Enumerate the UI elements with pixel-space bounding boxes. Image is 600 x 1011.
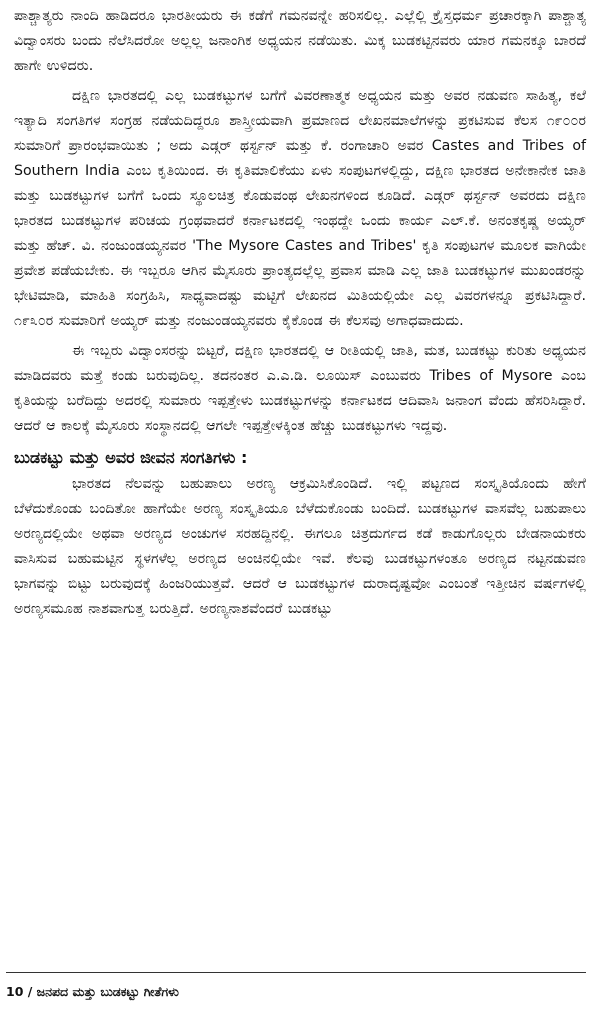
page-footer: 10 / ಜನಪದ ಮತ್ತು ಬುಡಕಟ್ಟು ಗೀತೆಗಳು (6, 984, 179, 999)
paragraph-south-india-studies: ದಕ್ಷಿಣ ಭಾರತದಲ್ಲಿ ಎಲ್ಲ ಬುಡಕಟ್ಟುಗಳ ಬಗೆಗೆ ವಿವರಣಾತ್ಮಕ ಅಧ್ಯಯನ ಮತ್ತು ಅವರ ನಡುವಣ ಸಾಹಿತ್ಯ, ಕಲೆ ಇತ್ಯಾದಿ ಸಂಗತಿಗಳ ಸಂಗ್ರಹ ನಡೆಯದಿದ್ದರೂ ಶಾಸ್ತ್ರೀಯವಾಗಿ ಪ್ರಮಾಣದ ಲೇಖನಮಾಲೆಗಳನ್ನು ಪ್ರಕಟಿಸುವ ಕೆಲಸ ೧೯೦೦ರ ಸುಮಾರಿಗೆ ಪ್ರಾರಂಭವಾಯಿತು ; ಅದು ಎಡ್ಗರ್ ಥರ್ಸ್ಟನ್ ಮತ್ತು ಕೆ. ರಂಗಾಚಾರಿ ಅವರ Castes and Tribes of Southern India ಎಂಬ ಕೃತಿಯಿಂದ. ಈ ಕೃತಿಮಾಲಿಕೆಯು ಏಳು ಸಂಪುಟಗಳಲ್ಲಿದ್ದು, ದಕ್ಷಿಣ ಭಾರತದ ಅನೇಕಾನೇಕ ಜಾತಿ ಮತ್ತು ಬುಡಕಟ್ಟುಗಳ ಬಗೆಗೆ ಒಂದು ಸ್ಥೂಲಚಿತ್ರ ಕೊಡುವಂಥ ಲೇಖನಗಳಿಂದ ಕೂಡಿದೆ. ಎಡ್ಗರ್ ಥರ್ಸ್ಟನ್ ಅವರದು ದಕ್ಷಿಣ ಭಾರತದ ಬುಡಕಟ್ಟುಗಳ ಪರಿಚಯ ಗ್ರಂಥವಾದರೆ ಕರ್ನಾಟಕದಲ್ಲಿ ಇಂಥದ್ದೇ ಒಂದು ಕಾರ್ಯ ಎಲ್.ಕೆ. ಅನಂತಕೃಷ್ಣ ಅಯ್ಯರ್ ಮತ್ತು ಹೆಚ್. ವಿ. ನಂಜುಂಡಯ್ಯನವರ 'The Mysore Castes and Tribes' ಕೃತಿ ಸಂಪುಟಗಳ ಮೂಲಕ ವಾಗಿಯೇ ಪ್ರವೇಶ ಪಡೆಯಬೇಕು. ಈ ಇಬ್ಬರೂ ಆಗಿನ ಮೈಸೂರು ಪ್ರಾಂತ್ಯದಲ್ಲೆಲ್ಲ ಪ್ರವಾಸ ಮಾಡಿ ಎಲ್ಲ ಜಾತಿ ಬುಡಕಟ್ಟುಗಳ ಮುಖಂಡರನ್ನು ಭೇಟಿಮಾಡಿ, ಮಾಹಿತಿ ಸಂಗ್ರಹಿಸಿ, ಸಾಧ್ಯವಾದಷ್ಟು ಮಟ್ಟಿಗೆ ಲೇಖನದ ಮಿತಿಯಲ್ಲಿಯೇ ಎಲ್ಲ ವಿವರಗಳನ್ನೂ ಪ್ರಕಟಿಸಿದ್ದಾರೆ. ೧೯೩೦ರ ಸುಮಾರಿಗೆ ಅಯ್ಯರ್ ಮತ್ತು ನಂಜುಂಡಯ್ಯನವರು ಕೈಕೊಂಡ ಈ ಕೆಲಸವು ಅಗಾಧವಾದುದು. (14, 88, 586, 329)
paragraph-intro: ಪಾಶ್ಚಾತ್ಯರು ನಾಂದಿ ಹಾಡಿದರೂ ಭಾರತೀಯರು ಈ ಕಡೆಗೆ ಗಮನವನ್ನೇ ಹರಿಸಲಿಲ್ಲ. ಎಲ್ಲೆಲ್ಲಿ ಕ್ರೈಸ್ತಧರ್ಮ ಪ್ರಚಾರಕ್ಕಾಗಿ ಪಾಶ್ಚಾತ್ಯ ವಿದ್ವಾಂಸರು ಬಂದು ನೆಲೆಸಿದರೋ ಅಲ್ಲಲ್ಲ ಜನಾಂಗಿಕ ಅಧ್ಯಯನ ನಡೆಯಿತು. ಮಿಕ್ಕ ಬುಡಕಟ್ಟಿನವರು ಯಾರ ಗಮನಕ್ಕೂ ಬಾರದೆ ಹಾಗೇ ಉಳಿದರು. (14, 8, 586, 74)
paragraph-forest-life: ಭಾರತದ ನೆಲವನ್ನು ಬಹುಪಾಲು ಅರಣ್ಯ ಆಕ್ರಮಿಸಿಕೊಂಡಿದೆ. ಇಲ್ಲಿ ಪಟ್ಟಣದ ಸಂಸ್ಕೃತಿಯೊಂದು ಹೇಗೆ ಬೆಳೆದುಕೊಂಡು ಬಂದಿತೋ ಹಾಗೆಯೇ ಅರಣ್ಯ ಸಂಸ್ಕೃತಿಯೂ ಬೆಳೆದುಕೊಂಡು ಬಂದಿದೆ. ಬುಡಕಟ್ಟುಗಳ ವಾಸವೆಲ್ಲ ಬಹುಪಾಲು ಅರಣ್ಯದಲ್ಲಿಯೇ ಅಥವಾ ಅರಣ್ಯದ ಅಂಚುಗಳ ಸರಹದ್ದಿನಲ್ಲಿ. ಈಗಲೂ ಚಿತ್ರದುರ್ಗದ ಕಡೆ ಕಾಡುಗೊಲ್ಲರು ಬೇಡನಾಯಕರು ವಾಸಿಸುವ ಬಹುಮಟ್ಟಿನ ಸ್ಥಳಗಳೆಲ್ಲ ಅರಣ್ಯದ ಅಂಚಿನಲ್ಲಿಯೇ ಇವೆ. ಕೆಲವು ಬುಡಕಟ್ಟುಗಳಂತೂ ಅರಣ್ಯದ ನಟ್ಟನಡುವಣ ಭಾಗವನ್ನು ಬಿಟ್ಟು ಬರುವುದಕ್ಕೆ ಹಿಂಜರಿಯುತ್ತವೆ. ಆದರೆ ಆ ಬುಡಕಟ್ಟುಗಳ ದುರಾದೃಷ್ಟವೋ ಎಂಬಂತೆ ಇತ್ತೀಚಿನ ವರ್ಷಗಳಲ್ಲಿ ಅರಣ್ಯಸಮೂಹ ನಾಶವಾಗುತ್ತ ಬರುತ್ತಿದೆ. ಅರಣ್ಯನಾಶವೆಂದರೆ ಬುಡಕಟ್ಟು (14, 476, 586, 617)
section-heading: ಬುಡಕಟ್ಟು ಮತ್ತು ಅವರ ಜೀವನ ಸಂಗತಿಗಳು : (14, 448, 248, 467)
footer-divider (6, 972, 586, 973)
paragraph-later-studies: ಈ ಇಬ್ಬರು ವಿದ್ವಾಂಸರನ್ನು ಬಿಟ್ಟರೆ, ದಕ್ಷಿಣ ಭಾರತದಲ್ಲಿ ಆ ರೀತಿಯಲ್ಲಿ ಜಾತಿ, ಮತ, ಬುಡಕಟ್ಟು ಕುರಿತು ಅಧ್ಯಯನ ಮಾಡಿದವರು ಮತ್ತೆ ಕಂಡು ಬರುವುದಿಲ್ಲ. ತದನಂತರ ಎ.ಎ.ಡಿ. ಲೂಯಿಸ್ ಎಂಬುವರು Tribes of Mysore ಎಂಬ ಕೃತಿಯನ್ನು ಬರೆದಿದ್ದು ಅದರಲ್ಲಿ ಸುಮಾರು ಇಪ್ಪತ್ತೇಳು ಬುಡಕಟ್ಟುಗಳನ್ನು ಕರ್ನಾಟಕದ ಆದಿವಾಸಿ ಜನಾಂಗ ವೆಂದು ಹೆಸರಿಸಿದ್ದಾರೆ. ಆದರೆ ಆ ಕಾಲಕ್ಕೆ ಮೈಸೂರು ಸಂಸ್ಥಾನದಲ್ಲಿ ಆಗಲೇ ಇಪ್ಪತ್ತೇಳಕ್ಕಿಂತ ಹೆಚ್ಚು ಬುಡಕಟ್ಟುಗಳು ಇದ್ದವು. (14, 343, 586, 434)
